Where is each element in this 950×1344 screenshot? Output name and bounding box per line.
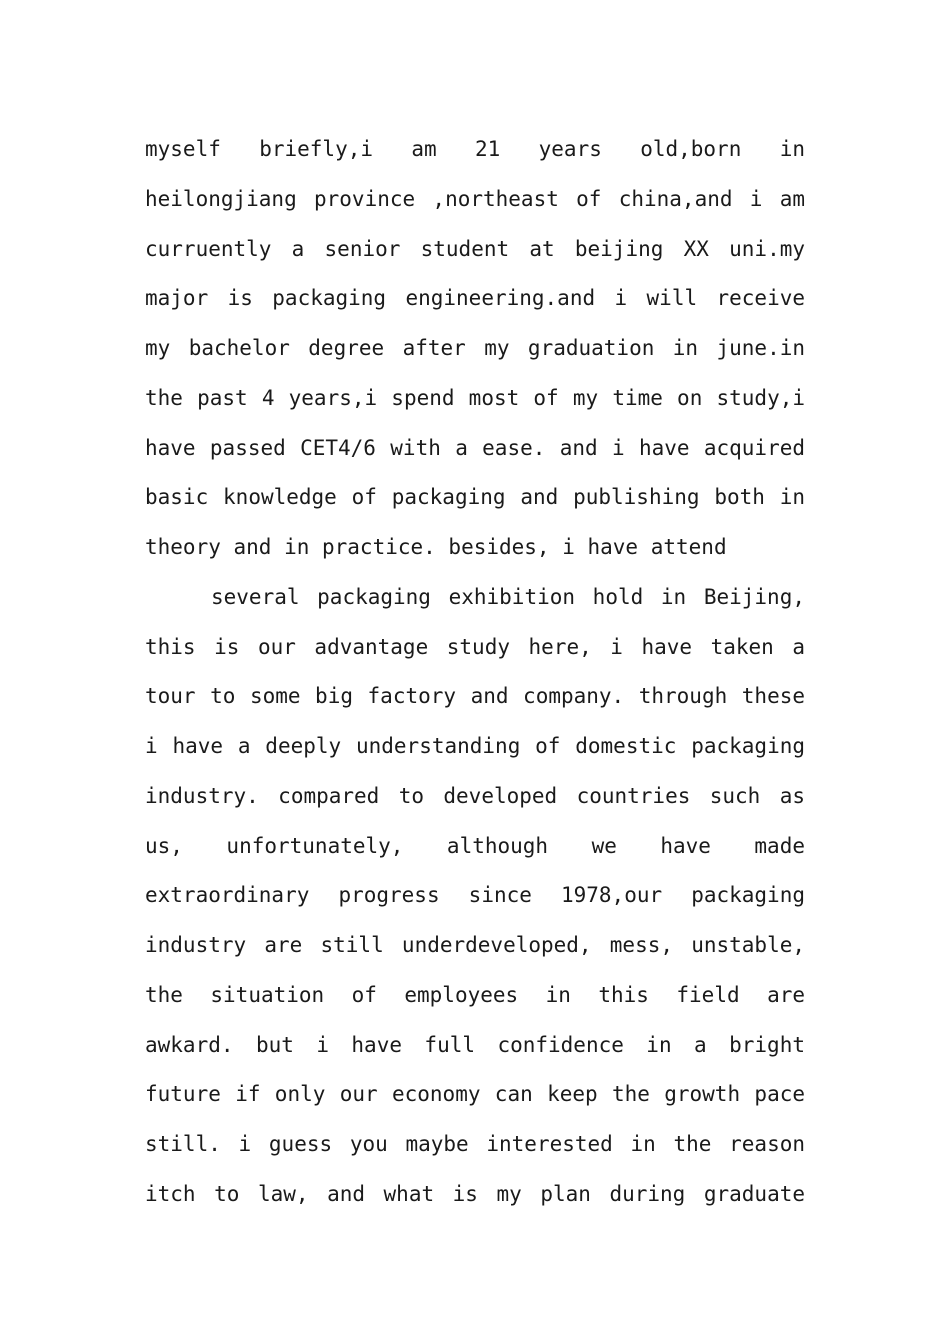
text-line: major is packaging engineering.and i will receive [145, 286, 805, 311]
text-line: still. i guess you maybe interested in the reason [145, 1132, 805, 1156]
text-line: heilongjiang province ,northeast of china,and i am [145, 186, 805, 211]
text-line: have passed CET4/6 with a ease. and i have acquired [145, 435, 805, 460]
text-line: tour to some big factory and company. through these [145, 684, 805, 709]
text-line: this is our advantage study here, i have taken a [145, 634, 805, 659]
text-line: awkard. but i have full confidence in a bright [145, 1032, 805, 1057]
body-text [145, 125, 805, 1220]
text-line: the situation of employees in this field are [145, 982, 805, 1007]
text-line: theory and in practice. besides, i have attend [145, 535, 727, 559]
text-line: myself briefly,i am 21 years old,born in [145, 137, 805, 161]
text-line: i have a deeply understanding of domestic packaging [145, 734, 805, 758]
text-line: several packaging exhibition hold in Beijing, [211, 584, 805, 609]
text-line: basic knowledge of packaging and publishing both in [145, 485, 805, 510]
text-line: my bachelor degree after my graduation in june.in [145, 336, 805, 360]
text-line: the past 4 years,i spend most of my time on study,i [145, 385, 805, 410]
text-line: curruently a senior student at beijing XX uni.my [145, 236, 805, 261]
text-line: itch to law, and what is my plan during graduate [145, 1181, 805, 1206]
text-line: us, unfortunately, although we have made [145, 833, 805, 858]
text-line: industry are still underdeveloped, mess, unstable, [145, 933, 805, 957]
text-line: industry. compared to developed countries such as [145, 783, 805, 808]
text-line: extraordinary progress since 1978,our packaging [145, 883, 805, 908]
text-line: future if only our economy can keep the growth pace [145, 1082, 805, 1107]
